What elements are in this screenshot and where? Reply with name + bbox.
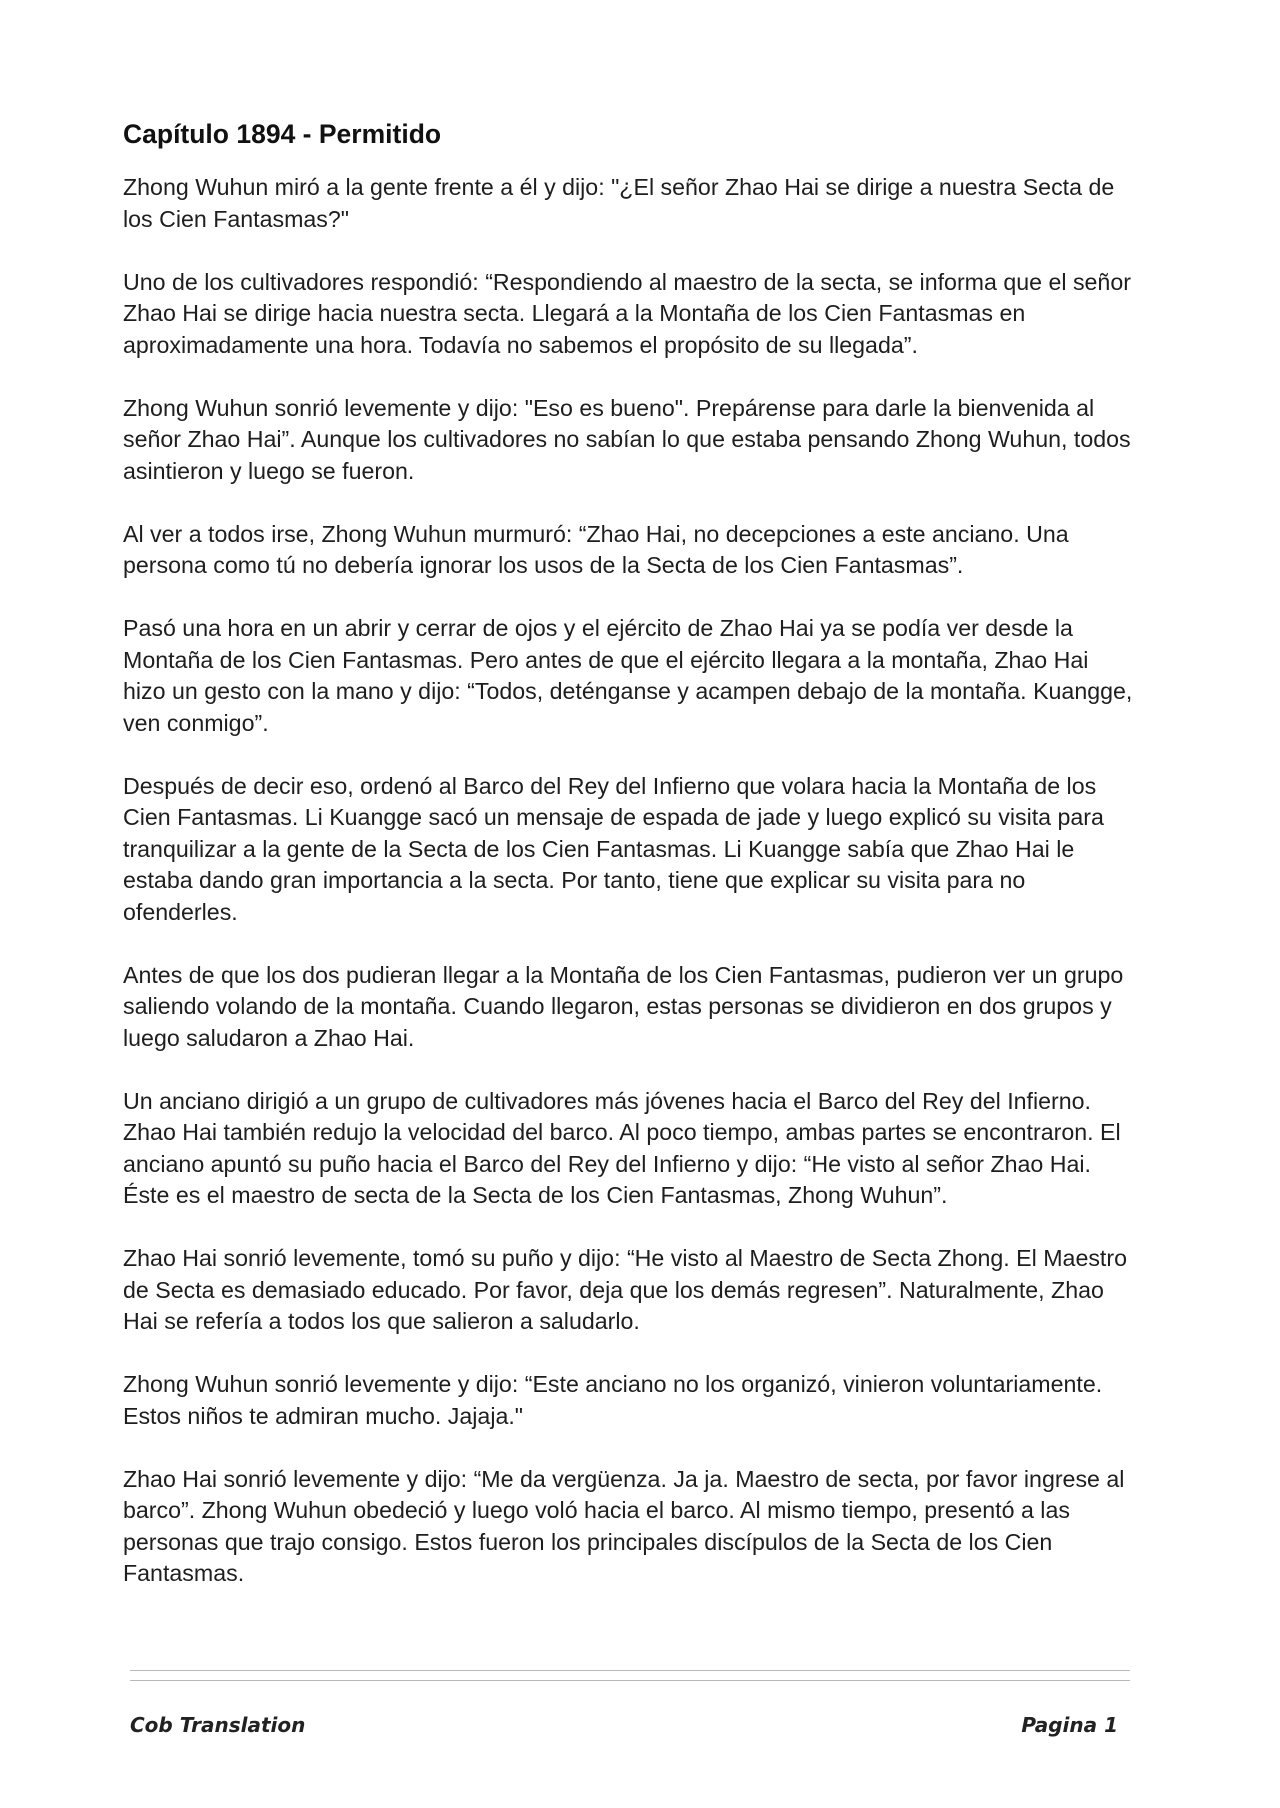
footer-divider-bottom xyxy=(130,1680,1130,1681)
document-body xyxy=(123,118,1135,1621)
paragraph: Zhong Wuhun sonrió levemente y dijo: "Eso es bueno". Prepárense para darle la bienvenida al señor Zhao Hai”. Aunque los cultivadores no sabían lo que estaba pensando Zhong Wuhun, todos asintieron y luego se fueron. xyxy=(123,394,1131,484)
paragraph: Zhao Hai sonrió levemente y dijo: “Me da vergüenza. Ja ja. Maestro de secta, por favor ingrese al barco”. Zhong Wuhun obedeció y luego voló hacia el barco. Al mismo tiempo, presentó a las personas que trajo consigo. Estos fueron los principales discípulos de la Secta de los Cien Fantasmas. xyxy=(123,1465,1125,1586)
paragraph: Zhong Wuhun miró a la gente frente a él y dijo: "¿El señor Zhao Hai se dirige a nuestra Secta de los Cien Fantasmas?" xyxy=(123,174,1115,232)
footer-page-number: Pagina 1 xyxy=(1021,1713,1118,1737)
paragraph: Antes de que los dos pudieran llegar a la Montaña de los Cien Fantasmas, pudieron ver un grupo saliendo volando de la montaña. Cuando llegaron, estas personas se dividieron en dos grupos y luego saludaron a Zhao Hai. xyxy=(123,961,1124,1051)
footer-translator-credit: Cob Translation xyxy=(130,1713,306,1737)
paragraph: Un anciano dirigió a un grupo de cultivadores más jóvenes hacia el Barco del Rey del Infierno. Zhao Hai también redujo la velocidad del barco. Al poco tiempo, ambas partes se encontraron. El anciano apuntó su puño hacia el Barco del Rey del Infierno y dijo: “He visto al señor Zhao Hai. Éste es el maestro de secta de la Secta de los Cien Fantasmas, Zhong Wuhun”. xyxy=(123,1087,1121,1208)
paragraph: Zhong Wuhun sonrió levemente y dijo: “Este anciano no los organizó, vinieron voluntariamente. Estos niños te admiran mucho. Jajaja." xyxy=(123,1371,1103,1429)
paragraph: Al ver a todos irse, Zhong Wuhun murmuró: “Zhao Hai, no decepciones a este anciano. Una persona como tú no debería ignorar los usos de la Secta de los Cien Fantasmas”. xyxy=(123,520,1069,578)
paragraph: Después de decir eso, ordenó al Barco del Rey del Infierno que volara hacia la Montaña de los Cien Fantasmas. Li Kuangge sacó un mensaje de espada de jade y luego explicó su visita para tranquilizar a la gente de la Secta de los Cien Fantasmas. Li Kuangge sabía que Zhao Hai le estaba dando gran importancia a la secta. Por tanto, tiene que explicar su visita para no ofenderles. xyxy=(123,772,1104,925)
footer-divider-top xyxy=(130,1670,1130,1671)
paragraph: Uno de los cultivadores respondió: “Respondiendo al maestro de la secta, se informa que el señor Zhao Hai se dirige hacia nuestra secta. Llegará a la Montaña de los Cien Fantasmas en aproximadamente una hora. Todavía no sabemos el propósito de su llegada”. xyxy=(123,268,1131,358)
chapter-title: Capítulo 1894 - Permitido xyxy=(123,119,442,149)
paragraph: Pasó una hora en un abrir y cerrar de ojos y el ejército de Zhao Hai ya se podía ver desde la Montaña de los Cien Fantasmas. Pero antes de que el ejército llegara a la montaña, Zhao Hai hizo un gesto con la mano y dijo: “Todos, deténganse y acampen debajo de la montaña. Kuangge, ven conmigo”. xyxy=(123,615,1133,736)
paragraph: Zhao Hai sonrió levemente, tomó su puño y dijo: “He visto al Maestro de Secta Zhong. El Maestro de Secta es demasiado educado. Por favor, deja que los demás regresen”. Naturalmente, Zhao Hai se refería a todos los que salieron a saludarlo. xyxy=(123,1245,1127,1334)
